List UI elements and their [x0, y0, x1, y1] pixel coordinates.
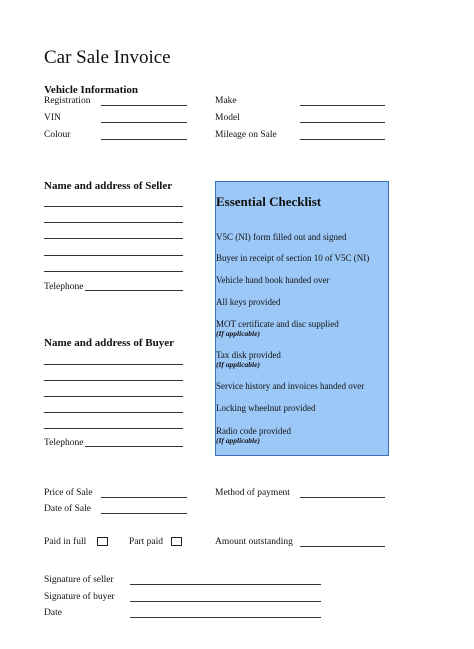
buyer-address-line[interactable]	[44, 396, 183, 397]
price-field[interactable]	[101, 497, 187, 498]
signature-date-label: Date	[44, 608, 62, 618]
vin-label: VIN	[44, 113, 61, 123]
buyer-signature-label: Signature of buyer	[44, 592, 115, 602]
payment-method-label: Method of payment	[215, 488, 290, 498]
model-field[interactable]	[300, 122, 385, 123]
buyer-address-line[interactable]	[44, 380, 183, 381]
model-label: Model	[215, 113, 240, 123]
buyer-address-line[interactable]	[44, 412, 183, 413]
amount-outstanding-label: Amount outstanding	[215, 537, 293, 547]
buyer-heading: Name and address of Buyer	[44, 337, 174, 349]
registration-label: Registration	[44, 96, 91, 106]
checklist-item: Vehicle hand book handed over	[216, 275, 330, 285]
checklist-note: (If applicable)	[216, 329, 260, 338]
make-label: Make	[215, 96, 237, 106]
mileage-field[interactable]	[300, 139, 385, 140]
seller-heading: Name and address of Seller	[44, 180, 173, 192]
date-of-sale-field[interactable]	[101, 513, 187, 514]
checklist-item: V5C (NI) form filled out and signed	[216, 232, 347, 242]
seller-address-line[interactable]	[44, 238, 183, 239]
buyer-signature-field[interactable]	[130, 601, 321, 602]
vehicle-heading: Vehicle Information	[44, 84, 139, 96]
paid-in-full-checkbox[interactable]	[97, 537, 108, 546]
checklist-note: (If applicable)	[216, 436, 260, 445]
checklist-item: Radio code provided (If applicable)	[216, 426, 291, 445]
seller-address-line[interactable]	[44, 222, 183, 223]
page-title: Car Sale Invoice	[44, 47, 171, 68]
essential-checklist	[215, 181, 389, 456]
buyer-address-line[interactable]	[44, 364, 183, 365]
checklist-item: MOT certificate and disc supplied (If applicable)	[216, 319, 339, 338]
seller-address-line[interactable]	[44, 255, 183, 256]
checklist-item: Locking wheelnut provided	[216, 403, 316, 413]
seller-address-line[interactable]	[44, 206, 183, 207]
paid-in-full-label: Paid in full	[44, 537, 87, 547]
seller-signature-label: Signature of seller	[44, 575, 114, 585]
mileage-label: Mileage on Sale	[215, 130, 277, 140]
make-field[interactable]	[300, 105, 385, 106]
buyer-telephone-label: Telephone	[44, 438, 84, 448]
payment-method-field[interactable]	[300, 497, 385, 498]
seller-telephone-field[interactable]	[85, 290, 183, 291]
checklist-note: (If applicable)	[216, 360, 260, 369]
checklist-item: Buyer in receipt of section 10 of V5C (NI)	[216, 253, 370, 263]
buyer-telephone-field[interactable]	[85, 446, 183, 447]
checklist-item: All keys provided	[216, 297, 281, 307]
registration-field[interactable]	[101, 105, 187, 106]
buyer-address-line[interactable]	[44, 428, 183, 429]
checklist-item: Tax disk provided (If applicable)	[216, 350, 281, 369]
seller-signature-field[interactable]	[130, 584, 321, 585]
price-label: Price of Sale	[44, 488, 93, 498]
checklist-title: Essential Checklist	[216, 194, 322, 209]
seller-address-line[interactable]	[44, 271, 183, 272]
date-of-sale-label: Date of Sale	[44, 504, 91, 514]
part-paid-checkbox[interactable]	[171, 537, 182, 546]
signature-date-field[interactable]	[130, 617, 321, 618]
checklist-item: Service history and invoices handed over	[216, 381, 365, 391]
colour-label: Colour	[44, 130, 71, 140]
amount-outstanding-field[interactable]	[300, 546, 385, 547]
vin-field[interactable]	[101, 122, 187, 123]
colour-field[interactable]	[101, 139, 187, 140]
seller-telephone-label: Telephone	[44, 282, 84, 292]
part-paid-label: Part paid	[129, 537, 164, 547]
